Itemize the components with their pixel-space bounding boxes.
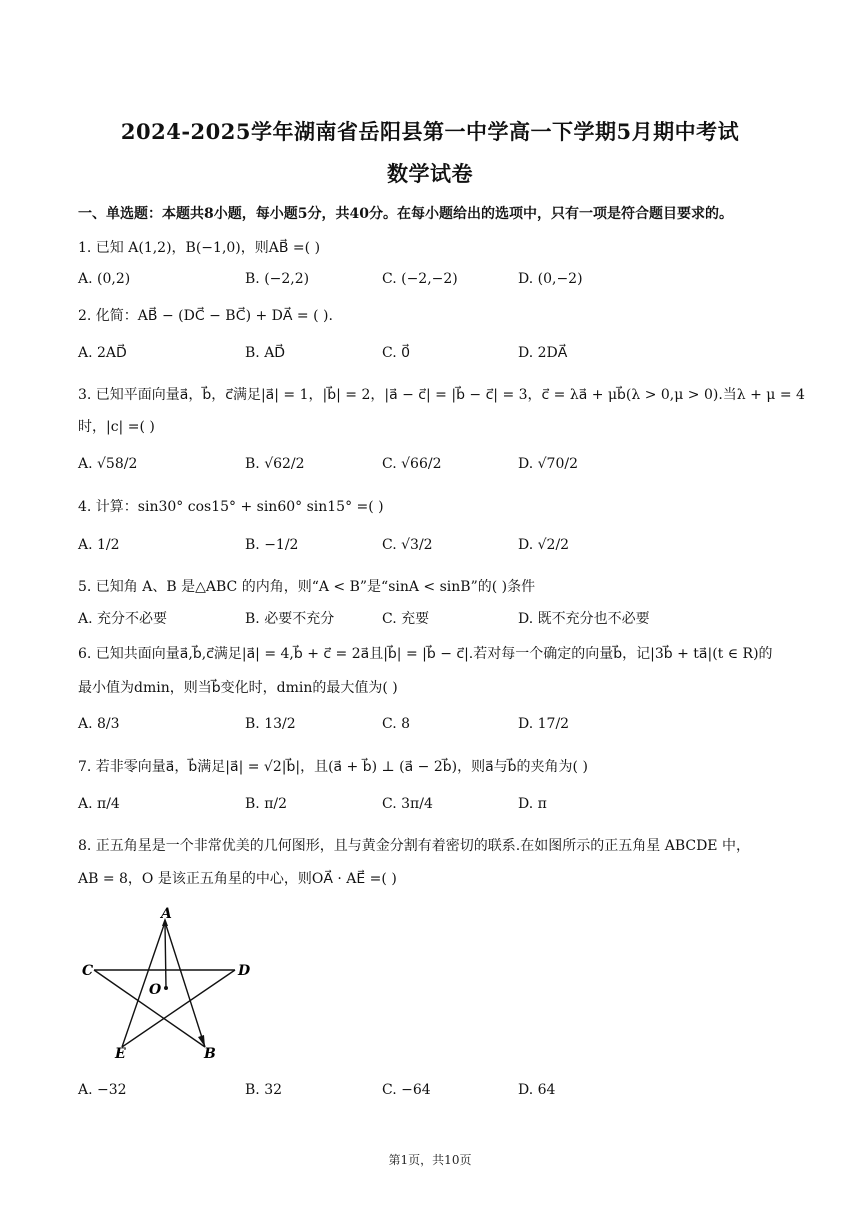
label-d: D bbox=[238, 963, 251, 979]
vector-oa bbox=[165, 924, 166, 988]
q3-option-b: B. √62/2 bbox=[245, 456, 305, 472]
q5-option-c: C. 充要 bbox=[382, 611, 430, 627]
question-4-stem: 4. 计算：sin30° cos15° + sin60° sin15° =( ) bbox=[78, 499, 384, 515]
question-1-stem: 1. 已知 A(1,2)，B(−1,0)，则AB⃗ =( ) bbox=[78, 240, 321, 256]
q1-option-c: C. (−2,−2) bbox=[382, 271, 458, 287]
question-5-stem: 5. 已知角 A、B 是△ABC 的内角，则“A < B”是“sinA < sinB”的( )条件 bbox=[78, 579, 536, 595]
q2-option-a: A. 2AD⃗ bbox=[78, 345, 127, 361]
q4-option-c: C. √3/2 bbox=[382, 537, 433, 553]
q7-option-b: B. π/2 bbox=[245, 796, 288, 812]
label-b: B bbox=[204, 1046, 216, 1062]
page-footer: 第1页，共10页 bbox=[388, 1153, 472, 1167]
q6-option-d: D. 17/2 bbox=[518, 716, 570, 732]
label-c: C bbox=[82, 963, 94, 979]
edge-e-d bbox=[122, 970, 235, 1047]
q3-option-d: D. √70/2 bbox=[518, 456, 578, 472]
q5-option-d: D. 既不充分也不必要 bbox=[518, 611, 650, 627]
q1-option-a: A. (0,2) bbox=[78, 271, 131, 287]
q4-option-b: B. −1/2 bbox=[245, 537, 299, 553]
exam-title: 2024-2025学年湖南省岳阳县第一中学高一下学期5月期中考试 bbox=[120, 119, 740, 144]
q3-option-a: A. √58/2 bbox=[78, 456, 138, 472]
q6-option-a: A. 8/3 bbox=[78, 716, 120, 732]
center-point-o bbox=[164, 986, 168, 990]
q1-option-d: D. (0,−2) bbox=[518, 271, 583, 287]
q8-option-d: D. 64 bbox=[518, 1082, 556, 1098]
q8-option-a: A. −32 bbox=[78, 1082, 127, 1098]
question-3-stem-line1: 3. 已知平面向量a⃗，b⃗，c⃗满足|a⃗| = 1，|b⃗| = 2，|a⃗ − c⃗| = |b⃗ − c⃗| = 3，c⃗ = λa⃗ + μb⃗(λ > 0,μ > 0).当λ + μ = 4 bbox=[78, 387, 805, 403]
q1-option-b: B. (−2,2) bbox=[245, 271, 310, 287]
question-3-stem-line2: 时，|c| =( ) bbox=[78, 419, 155, 435]
question-6-stem-line2: 最小值为dmin，则当b⃗变化时，dmin的最大值为( ) bbox=[78, 680, 398, 696]
label-o: O bbox=[149, 982, 162, 998]
question-6-stem-line1: 6. 已知共面向量a⃗,b⃗,c⃗满足|a⃗| = 4,b⃗ + c⃗ = 2a⃗且|b⃗| = |b⃗ − c⃗|.若对每一个确定的向量b⃗，记|3b⃗ + ta⃗|(t ∈ R)的 bbox=[78, 646, 773, 662]
question-7-stem: 7. 若非零向量a⃗，b⃗满足|a⃗| = √2|b⃗|，且(a⃗ + b⃗) ⊥ (a⃗ − 2b⃗)，则a⃗与b⃗的夹角为( ) bbox=[78, 759, 588, 775]
question-8-stem-line2: AB = 8，O 是该正五角星的中心，则OA⃗ · AE⃗ =( ) bbox=[78, 871, 397, 887]
q7-option-c: C. 3π/4 bbox=[382, 796, 433, 812]
pentagram-lines bbox=[94, 922, 235, 1047]
label-e: E bbox=[115, 1046, 126, 1062]
exam-subtitle: 数学试卷 bbox=[387, 161, 473, 186]
q7-option-a: A. π/4 bbox=[78, 796, 120, 812]
q8-option-b: B. 32 bbox=[245, 1082, 283, 1098]
question-2-stem: 2. 化简：AB⃗ − (DC⃗ − BC⃗) + DA⃗ = ( ). bbox=[78, 308, 333, 324]
question-8-stem-line1: 8. 正五角星是一个非常优美的几何图形，且与黄金分割有着密切的联系.在如图所示的正五角星 ABCDE 中， bbox=[78, 838, 750, 854]
q8-option-c: C. −64 bbox=[382, 1082, 431, 1098]
q2-option-c: C. 0⃗ bbox=[382, 345, 411, 361]
q5-option-a: A. 充分不必要 bbox=[78, 611, 168, 627]
q5-option-b: B. 必要不充分 bbox=[245, 611, 335, 627]
q7-option-d: D. π bbox=[518, 796, 547, 812]
q2-option-b: B. AD⃗ bbox=[245, 345, 286, 361]
label-a: A bbox=[161, 906, 172, 922]
edge-b-a bbox=[165, 922, 205, 1047]
q3-option-c: C. √66/2 bbox=[382, 456, 442, 472]
section-heading: 一、单选题：本题共8小题，每小题5分，共40分。在每小题给出的选项中，只有一项是符合题目要求的。 bbox=[78, 206, 733, 222]
q2-option-d: D. 2DA⃗ bbox=[518, 345, 568, 361]
q4-option-a: A. 1/2 bbox=[78, 537, 120, 553]
pentagram-figure bbox=[72, 902, 262, 1062]
q4-option-d: D. √2/2 bbox=[518, 537, 570, 553]
q6-option-b: B. 13/2 bbox=[245, 716, 296, 732]
q6-option-c: C. 8 bbox=[382, 716, 411, 732]
